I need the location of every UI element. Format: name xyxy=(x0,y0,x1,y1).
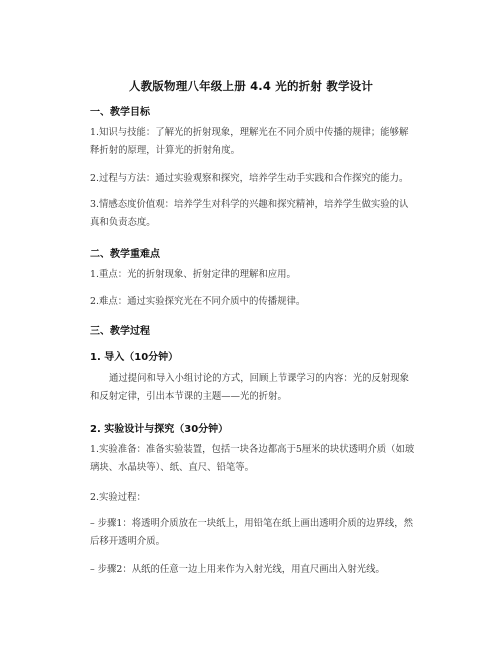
section-heading-process: 三、教学过程 xyxy=(90,326,150,337)
objective-knowledge: 1.知识与技能：了解光的折射现象，理解光在不同介质中传播的规律；能够解释折射的原理，计算光的折射角度。 xyxy=(90,127,409,156)
experiment-preparation: 1.实验准备：准备实验装置，包括一块各边都高于5厘米的块状透明介质（如玻璃块、水晶块等）、纸、直尺、铅笔等。 xyxy=(90,444,415,473)
intro-paragraph: 通过提问和导入小组讨论的方式，回顾上节课学习的内容：光的反射现象和反射定律，引出本节课的主题——光的折射。 xyxy=(90,373,410,402)
experiment-step-2: – 步骤2：从纸的任意一边上用来作为入射光线，用直尺画出入射光线。 xyxy=(90,564,385,575)
subsection-heading-intro: 1. 导入（10分钟） xyxy=(90,352,179,363)
difficult-point: 2.难点：通过实验探究光在不同介质中的传播规律。 xyxy=(90,296,306,307)
section-heading-objectives: 一、教学目标 xyxy=(90,107,150,118)
key-point: 1.重点：光的折射现象、折射定律的理解和应用。 xyxy=(90,269,296,280)
subsection-heading-experiment: 2. 实验设计与探究（30分钟） xyxy=(90,424,229,435)
objective-process: 2.过程与方法：通过实验观察和探究，培养学生动手实践和合作探究的能力。 xyxy=(90,173,409,184)
section-heading-key-points: 二、教学重难点 xyxy=(90,249,160,260)
experiment-step-1: – 步骤1：将透明介质放在一块纸上，用铅笔在纸上画出透明介质的边界线，然后移开透明介质。 xyxy=(90,518,414,547)
experiment-process-label: 2.实验过程： xyxy=(90,492,146,503)
document-title: 人教版物理八年级上册 4.4 光的折射 教学设计 xyxy=(128,79,374,93)
objective-attitude: 3.情感态度价值观：培养学生对科学的兴趣和探究精神，培养学生做实验的认真和负责态度。 xyxy=(90,199,409,228)
